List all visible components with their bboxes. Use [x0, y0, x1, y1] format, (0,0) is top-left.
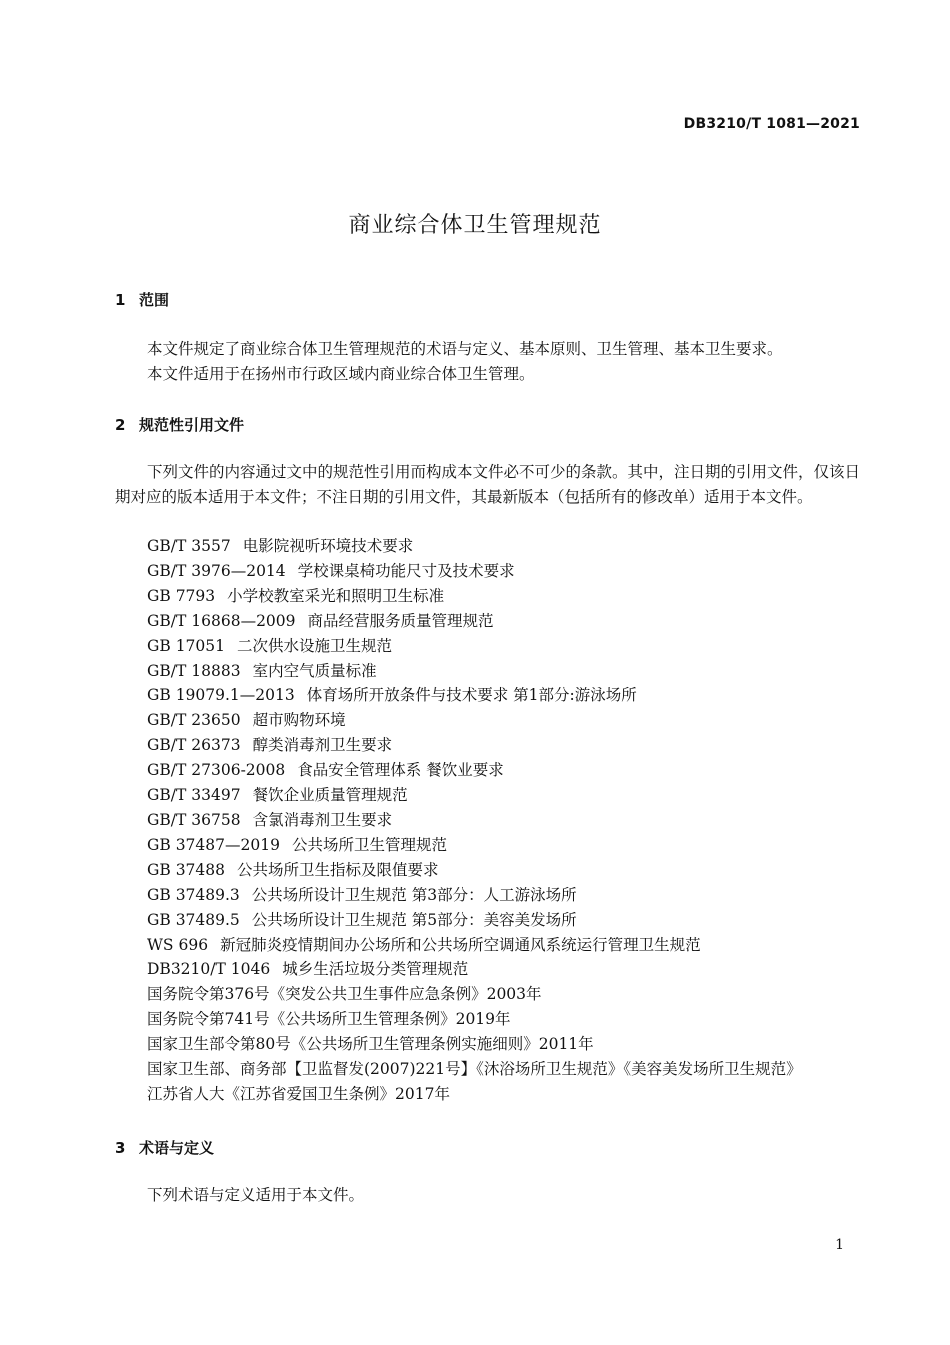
reference-code: GB/T 3557: [147, 537, 231, 555]
section-1-paragraph-1: 本文件规定了商业综合体卫生管理规范的术语与定义、基本原则、卫生管理、基本卫生要求。: [147, 340, 783, 358]
reference-name: 城乡生活垃圾分类管理规范: [282, 960, 469, 979]
reference-name: 公共场所设计卫生规范 第5部分：美容美发场所: [251, 910, 577, 929]
reference-code: GB/T 26373: [147, 736, 241, 755]
reference-name: 公共场所卫生指标及限值要求: [237, 860, 439, 879]
reference-name: 国家卫生部、商务部【卫监督发(2007)221号】《沐浴场所卫生规范》《美容美发场所卫生规范》: [147, 1060, 802, 1079]
reference-name: 餐饮企业质量管理规范: [252, 786, 408, 805]
reference-code: GB 37488: [147, 860, 226, 879]
reference-name: 电影院视听环境技术要求: [242, 537, 414, 555]
reference-code: GB/T 27306-2008: [147, 761, 286, 780]
reference-code: GB 37487—2019: [147, 835, 280, 854]
reference-item: [147, 982, 802, 1007]
reference-code: GB/T 3976—2014: [147, 561, 286, 580]
reference-name: 江苏省人大《江苏省爱国卫生条例》2017年: [147, 1084, 450, 1103]
section-2-heading: [115, 414, 244, 435]
section-1-paragraph-2: 本文件适用于在扬州市行政区域内商业综合体卫生管理。: [147, 365, 535, 383]
reference-code: GB/T 18883: [147, 661, 241, 680]
section-3-paragraph-1: 下列术语与定义适用于本文件。: [147, 1186, 365, 1204]
reference-item: [147, 908, 802, 933]
reference-item: [147, 933, 802, 958]
reference-name: 超市购物环境: [252, 711, 346, 730]
reference-item: [147, 708, 802, 733]
reference-code: GB/T 16868—2009: [147, 611, 296, 630]
section-number: 3: [115, 1139, 126, 1157]
reference-code: GB 37489.3: [147, 885, 240, 904]
reference-item: [147, 808, 802, 833]
reference-code: GB 17051: [147, 636, 226, 655]
reference-name: 含氯消毒剂卫生要求: [252, 810, 393, 829]
section-2-intro: 下列文件的内容通过文中的规范性引用而构成本文件必不可少的条款。其中，注日期的引用文件，仅该日期对应的版本适用于本文件；不注日期的引用文件，其最新版本（包括所有的修改单）适用于本文件。: [115, 463, 861, 506]
section-number: 2: [115, 416, 126, 434]
reference-item: [147, 758, 802, 783]
reference-item: [147, 858, 802, 883]
reference-item: [147, 833, 802, 858]
reference-name: 国务院令第376号《突发公共卫生事件应急条例》2003年: [147, 985, 542, 1004]
reference-item: [147, 559, 802, 584]
standard-code: DB3210/T 1081—2021: [683, 116, 860, 132]
reference-name: 国家卫生部令第80号《公共场所卫生管理条例实施细则》2011年: [147, 1035, 594, 1054]
reference-item: [147, 883, 802, 908]
reference-code: GB 7793: [147, 586, 216, 605]
reference-item: [147, 733, 802, 758]
reference-item: [147, 584, 802, 609]
reference-code: GB 19079.1—2013: [147, 686, 295, 705]
reference-name: 公共场所设计卫生规范 第3部分：人工游泳场所: [251, 885, 577, 904]
reference-code: GB 37489.5: [147, 910, 240, 929]
section-title: 规范性引用文件: [139, 416, 245, 434]
reference-code: DB3210/T 1046: [147, 960, 271, 979]
reference-list: [147, 534, 802, 1107]
reference-item: [147, 957, 802, 982]
page-number: 1: [835, 1237, 844, 1253]
section-number: 1: [115, 291, 126, 309]
reference-code: GB/T 33497: [147, 786, 241, 805]
reference-name: 公共场所卫生管理规范: [291, 835, 447, 854]
section-title: 术语与定义: [139, 1139, 215, 1157]
reference-item: [147, 1082, 802, 1107]
reference-item: [147, 634, 802, 659]
reference-item: [147, 1057, 802, 1082]
section-3-heading: [115, 1137, 214, 1158]
reference-name: 体育场所开放条件与技术要求 第1部分:游泳场所: [306, 686, 637, 705]
section-title: 范围: [139, 291, 170, 309]
reference-name: 商品经营服务质量管理规范: [307, 611, 494, 630]
reference-name: 二次供水设施卫生规范: [237, 636, 393, 655]
reference-item: [147, 1007, 802, 1032]
reference-item: [147, 783, 802, 808]
reference-item: [147, 1032, 802, 1057]
reference-item: [147, 659, 802, 684]
reference-code: GB/T 23650: [147, 711, 241, 730]
reference-item: [147, 609, 802, 634]
reference-item: [147, 683, 802, 708]
reference-name: 小学校教室采光和照明卫生标准: [227, 586, 445, 605]
reference-name: 醇类消毒剂卫生要求: [252, 736, 393, 755]
reference-name: 食品安全管理体系 餐饮业要求: [297, 761, 504, 780]
reference-name: 国务院令第741号《公共场所卫生管理条例》2019年: [147, 1010, 511, 1029]
reference-code: WS 696: [147, 935, 209, 954]
reference-code: GB/T 36758: [147, 810, 241, 829]
reference-name: 室内空气质量标准: [252, 661, 377, 680]
reference-name: 学校课桌椅功能尺寸及技术要求: [297, 561, 515, 580]
reference-item: [147, 534, 802, 559]
document-title: 商业综合体卫生管理规范: [348, 213, 602, 238]
section-1-heading: [115, 289, 169, 310]
reference-name: 新冠肺炎疫情期间办公场所和公共场所空调通风系统运行管理卫生规范: [220, 935, 701, 954]
